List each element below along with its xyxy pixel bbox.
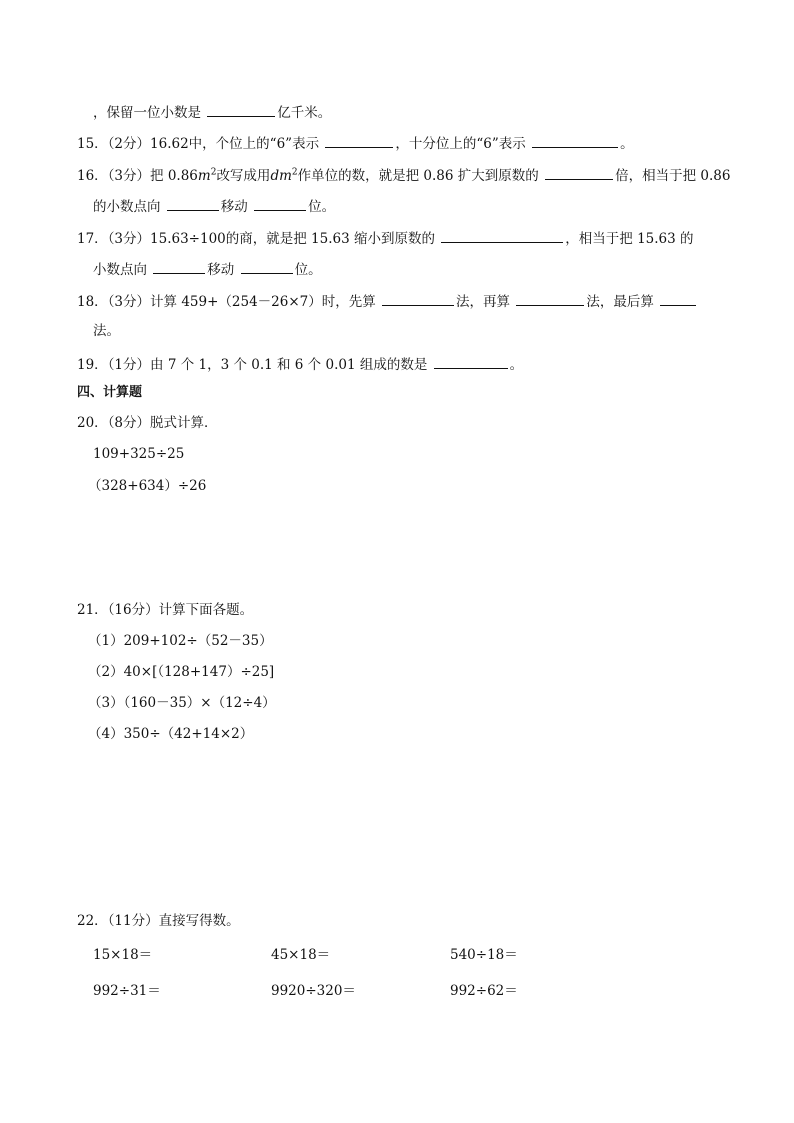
q17-text-b: ，相当于把 15.63 的 <box>565 231 694 247</box>
q18-text-b: 法，再算 <box>456 294 511 310</box>
q17-blank-2[interactable] <box>153 259 205 274</box>
q15-text-c: 。 <box>620 136 634 152</box>
question-19 <box>77 354 523 374</box>
q22-number: 22． <box>77 913 108 929</box>
q21-item-2: （2）40×[（128+147）÷25] <box>88 664 275 680</box>
q16-line2-text-a: 的小数点向 <box>93 199 161 215</box>
q20-item-2: （328+634）÷26 <box>88 478 207 494</box>
q18-score: （3分） <box>107 294 151 310</box>
q14-text-b: 亿千米。 <box>277 105 332 121</box>
q21-item-4: （4）350÷（42+14×2） <box>88 726 254 742</box>
q18-blank-1[interactable] <box>382 291 454 306</box>
q16-blank-3[interactable] <box>254 196 306 211</box>
q16-unit-dm: dm <box>270 168 292 184</box>
q21-instruction: 计算下面各题。 <box>158 602 254 618</box>
question-17 <box>77 228 694 248</box>
q16-exp-1: 2 <box>210 167 217 178</box>
q22-cell-r2c2: 9920÷320＝ <box>271 983 356 999</box>
q20-score: （8分） <box>107 415 151 431</box>
q15-score: （2分） <box>107 136 151 152</box>
q17-line2-text-a: 小数点向 <box>93 262 147 278</box>
q16-unit-m: m <box>197 168 211 184</box>
q22-cell-r2c1: 992÷31＝ <box>93 983 161 999</box>
q16-line2-text-c: 位。 <box>308 199 336 215</box>
question-18-line-2 <box>93 322 120 340</box>
q21-number: 21． <box>77 602 108 618</box>
q20-item-1: 109+325÷25 <box>93 446 185 462</box>
q14-answer-blank[interactable] <box>207 102 275 117</box>
question-17-line-2 <box>93 259 322 279</box>
section-heading: 四、计算题 <box>77 385 143 400</box>
q19-text-b: 。 <box>509 357 524 373</box>
q17-blank-1[interactable] <box>441 228 563 243</box>
q17-text-a: 15.63÷100的商，就是把 15.63 缩小到原数的 <box>150 231 435 247</box>
q17-number: 17． <box>77 231 108 247</box>
q19-text-a: 由 7 个 1，3 个 0.1 和 6 个 0.01 组成的数是 <box>150 357 428 373</box>
q17-score: （3分） <box>107 231 151 247</box>
q22-cell-r1c2: 45×18＝ <box>271 947 331 963</box>
q17-line2-text-b: 移动 <box>207 262 235 278</box>
q22-score: （11分） <box>107 913 159 929</box>
q16-text-b: 改写成用 <box>216 168 271 184</box>
q19-blank[interactable] <box>434 354 508 369</box>
q18-blank-2[interactable] <box>516 291 584 306</box>
q20-instruction: 脱式计算． <box>150 415 218 431</box>
q22-cell-r1c3: 540÷18＝ <box>450 947 518 963</box>
q22-cell-r1c1: 15×18＝ <box>93 947 153 963</box>
q18-text-c: 法，最后算 <box>586 294 654 310</box>
q18-blank-3[interactable] <box>660 291 696 306</box>
q21-item-3: （3）（160－35）×（12÷4） <box>88 695 276 711</box>
question-15 <box>77 133 634 153</box>
q16-text-d: 倍，相当于把 0.86 <box>615 168 731 184</box>
q17-blank-3[interactable] <box>241 259 293 274</box>
q18-number: 18． <box>77 294 108 310</box>
q22-instruction: 直接写得数。 <box>158 913 240 929</box>
q19-number: 19． <box>77 357 108 373</box>
q15-text-a: 16.62中，个位上的“6”表示 <box>150 136 320 152</box>
q18-text-a: 计算 459+（254－26×7）时，先算 <box>150 294 376 310</box>
q15-number: 15． <box>77 136 108 152</box>
question-16 <box>77 165 730 185</box>
question-21 <box>77 601 253 619</box>
q16-blank-1[interactable] <box>545 165 613 180</box>
q20-number: 20． <box>77 415 108 431</box>
q16-text-c: 作单位的数，就是把 0.86 扩大到原数的 <box>297 168 539 184</box>
question-20 <box>77 414 218 432</box>
question-18 <box>77 291 698 311</box>
q15-text-b: ，十分位上的“6”表示 <box>395 136 526 152</box>
q16-number: 16． <box>77 168 108 184</box>
q15-blank-1[interactable] <box>325 133 393 148</box>
question-22 <box>77 912 240 930</box>
q22-cell-r2c3: 992÷62＝ <box>450 983 518 999</box>
q16-score: （3分） <box>107 168 151 184</box>
q17-line2-text-c: 位。 <box>294 262 322 278</box>
q21-score: （16分） <box>107 602 159 618</box>
q16-exp-2: 2 <box>291 167 298 178</box>
q15-blank-2[interactable] <box>532 133 618 148</box>
q14-continuation <box>93 102 331 122</box>
q16-blank-2[interactable] <box>167 196 219 211</box>
q14-text-a: ，保留一位小数是 <box>93 105 201 121</box>
question-16-line-2 <box>93 196 335 216</box>
q21-item-1: （1）209+102÷（52－35） <box>88 633 273 649</box>
q16-text-a: 把 0.86 <box>150 168 198 184</box>
q19-score: （1分） <box>107 357 151 373</box>
q16-line2-text-b: 移动 <box>220 199 248 215</box>
q18-line2-text: 法。 <box>93 323 120 339</box>
